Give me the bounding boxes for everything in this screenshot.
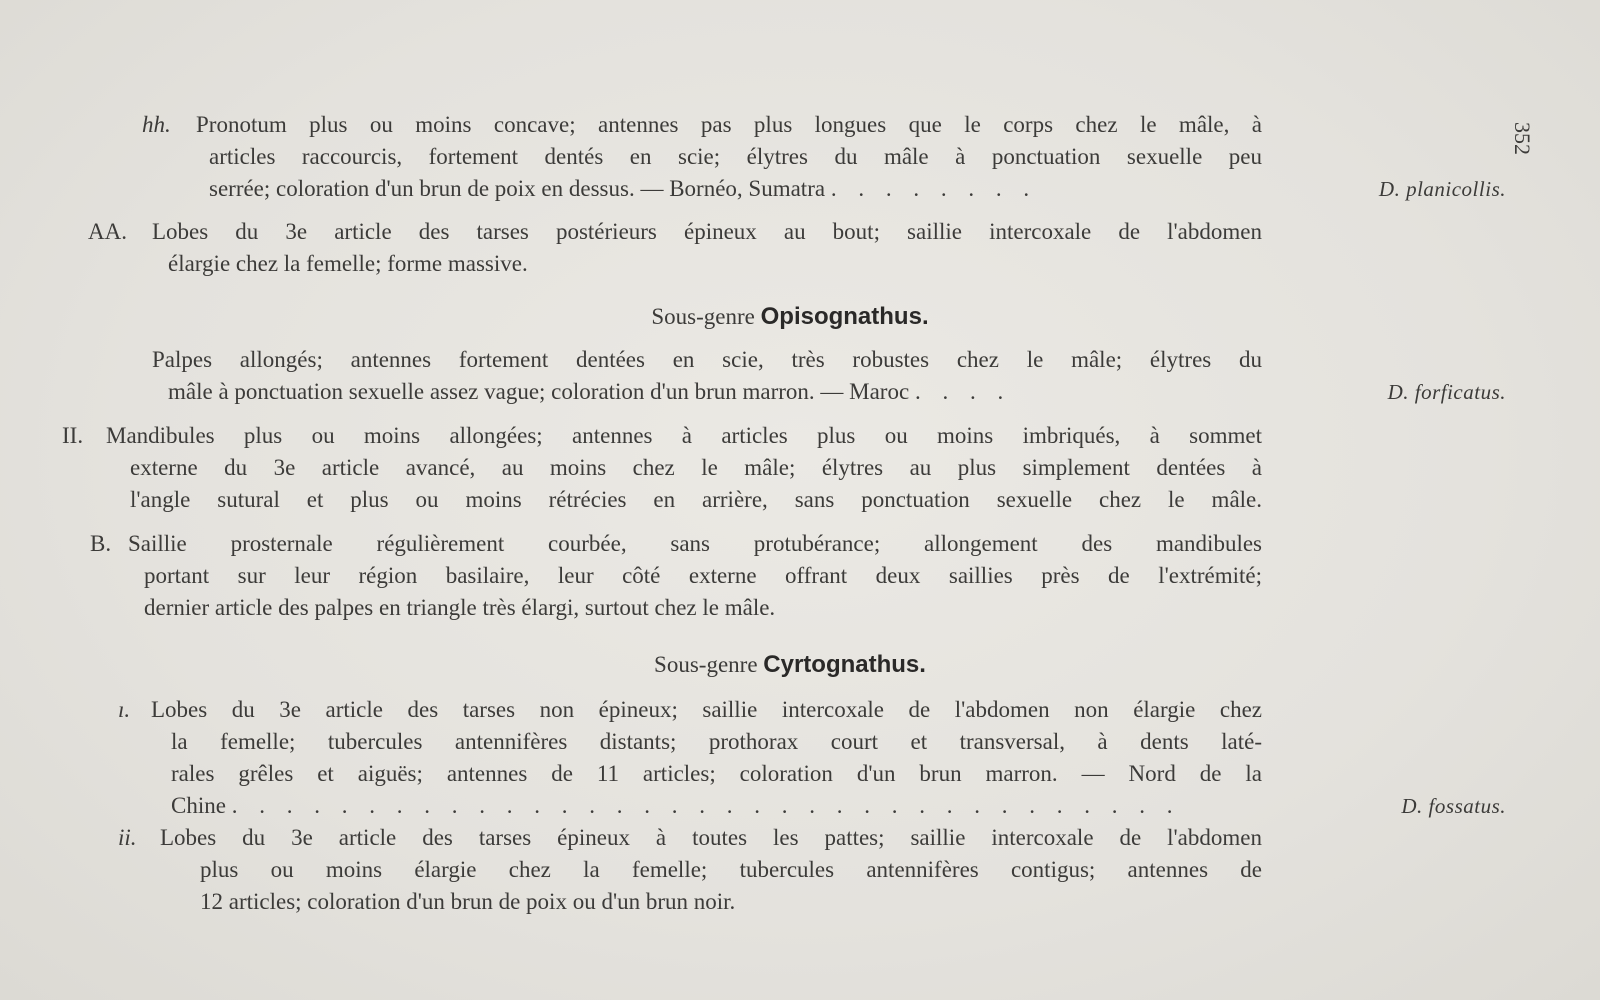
species-planicollis: D. planicollis. [1378, 177, 1506, 201]
opis-line-1: Palpes allongés; antennes fortement dentées en scie, très robustes chez le mâle; élytres du [152, 347, 1262, 372]
i-line-1: Lobes du 3e article des tarses non épineux; saillie intercoxale de l'abdomen non élargie chez [151, 697, 1262, 722]
b-line-1: Saillie prosternale régulièrement courbée, sans protubérance; allongement des mandibules [128, 531, 1262, 556]
aa-mark: AA. [88, 219, 127, 244]
page-number: 352 [1510, 122, 1535, 155]
roman-ii-mark: II. [62, 423, 84, 448]
i-mark: ı. [118, 697, 131, 722]
ii-mark: ii. [118, 825, 137, 850]
b-line-3: dernier article des palpes en triangle très élargi, surtout chez le mâle. [144, 595, 776, 620]
i-line-3: rales grêles et aiguës; antennes de 11 articles; coloration d'un brun marron. — Nord de la [171, 761, 1262, 786]
opis-line-2 [168, 378, 1011, 405]
subgenus-prefix: Sous-genre [654, 652, 758, 677]
ii-line-3: 12 articles; coloration d'un brun de poix ou d'un brun noir. [200, 889, 736, 914]
ii-line-2: plus ou moins élargie chez la femelle; tubercules antennifères contigus; antennes de [200, 857, 1262, 882]
aa-line-2: élargie chez la femelle; forme massive. [168, 251, 528, 276]
ii-line-1: Lobes du 3e article des tarses épineux à toutes les pattes; saillie intercoxale de l'abdomen [160, 825, 1262, 850]
roman-ii-line-3: l'angle sutural et plus ou moins rétrécies en arrière, sans ponctuation sexuelle chez le mâle. [130, 487, 1262, 512]
hh-line-3-text: serrée; coloration d'un brun de poix en dessus. — Bornéo, Sumatra [209, 176, 826, 201]
opis-leader-dots: . . . . [914, 379, 1012, 404]
subgenus-name: Opisognathus. [760, 303, 929, 330]
hh-line-2: articles raccourcis, fortement dentés en scie; élytres du mâle à ponctuation sexuelle peu [209, 144, 1262, 169]
subgenus-prefix: Sous-genre [651, 304, 755, 329]
hh-line-3 [209, 175, 1037, 202]
opis-line-2-text: mâle à ponctuation sexuelle assez vague; coloration d'un brun marron. — Maroc [168, 379, 910, 404]
subgenus-name: Cyrtognathus. [763, 651, 926, 678]
aa-line-1: Lobes du 3e article des tarses postérieurs épineux au bout; saillie intercoxale de l'abdomen [152, 219, 1262, 244]
species-fossatus: D. fossatus. [1401, 794, 1506, 818]
hh-mark: hh. [142, 112, 171, 137]
b-mark: B. [90, 531, 112, 556]
b-line-2: portant sur leur région basilaire, leur côté externe offrant deux saillies près de l'extrémité; [144, 563, 1262, 588]
i-line-4 [171, 792, 1262, 819]
species-forficatus: D. forficatus. [1387, 380, 1506, 404]
subgenus-heading-cyrtognathus [440, 650, 1140, 680]
roman-ii-line-2: externe du 3e article avancé, au moins chez le mâle; élytres au plus simplement dentées à [130, 455, 1262, 480]
i-line-2: la femelle; tubercules antennifères distants; prothorax court et transversal, à dents laté- [171, 729, 1262, 754]
hh-leader-dots: . . . . . . . . [830, 176, 1038, 201]
hh-line-1: Pronotum plus ou moins concave; antennes pas plus longues que le corps chez le mâle, à [196, 112, 1262, 137]
roman-ii-line-1: Mandibules plus ou moins allongées; antennes à articles plus ou moins imbriqués, à sommet [106, 423, 1262, 448]
i-leader-dots: . . . . . . . . . . . . . . . . . . . . . . . . . . . . . . . . . . . [231, 793, 1181, 818]
i-line-4-text: Chine [171, 793, 226, 818]
subgenus-heading-opisognathus [440, 302, 1140, 332]
